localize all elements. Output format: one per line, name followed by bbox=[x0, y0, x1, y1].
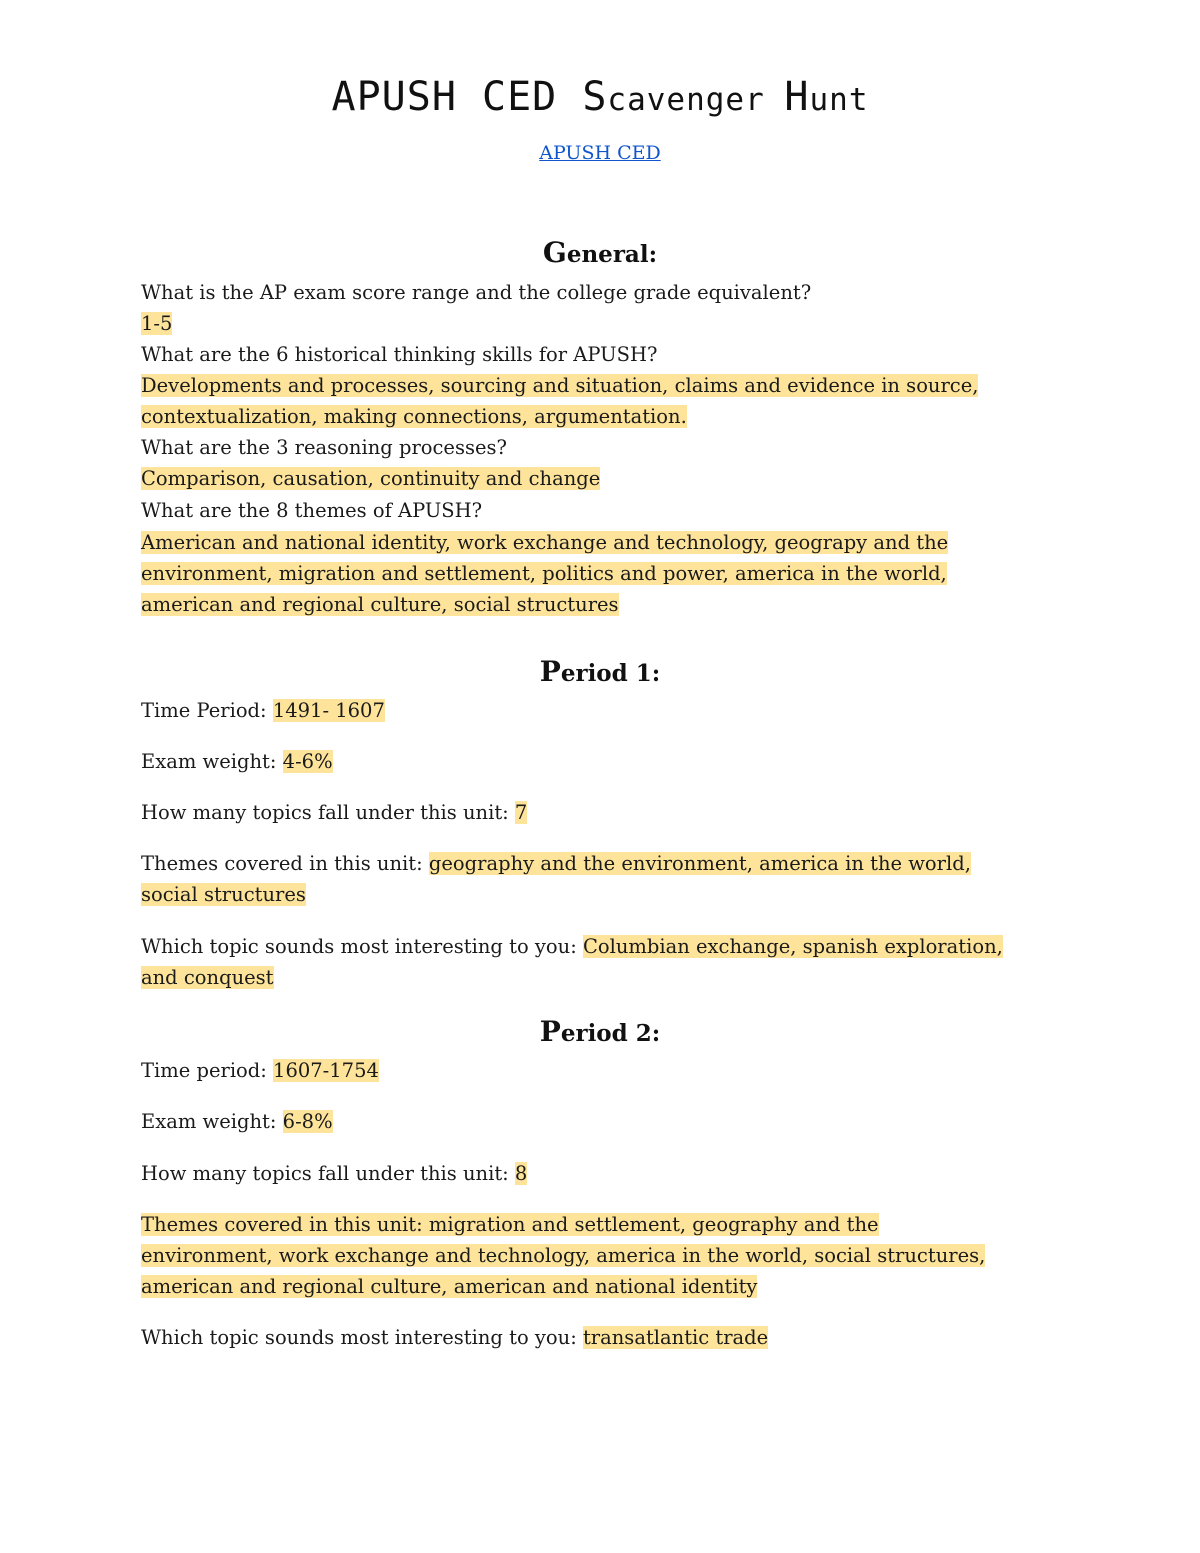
period-2-themes-line-3 bbox=[141, 1271, 1081, 1302]
answer-highlight: social structures bbox=[141, 883, 306, 906]
heading-cap: P bbox=[539, 1015, 561, 1048]
answer-highlight: american and regional culture, social structures bbox=[141, 593, 619, 616]
apush-ced-link[interactable]: APUSH CED bbox=[539, 142, 661, 164]
answer-highlight: 6-8% bbox=[282, 1110, 333, 1133]
period-1-weight bbox=[141, 746, 1081, 777]
period-1-themes-line-2 bbox=[141, 879, 1081, 910]
answer-highlight: environment, work exchange and technology, america in the world, social structures, bbox=[141, 1244, 986, 1267]
period-1-heading bbox=[0, 655, 1200, 688]
answer-highlight: 7 bbox=[514, 801, 528, 824]
answer-highlight: American and national identity, work exchange and technology, geograpy and the bbox=[141, 531, 949, 554]
period-2-topics bbox=[141, 1158, 1081, 1189]
title-part: cavenger bbox=[607, 82, 785, 118]
answer-highlight: Themes covered in this unit: migration and settlement, geography and the bbox=[141, 1213, 879, 1236]
document-title bbox=[0, 74, 1200, 120]
period-2-weight bbox=[141, 1106, 1081, 1137]
heading-rest: eneral: bbox=[566, 241, 658, 268]
general-question-3: What are the 3 reasoning processes? bbox=[141, 436, 507, 459]
answer-highlight: american and regional culture, american and national identity bbox=[141, 1275, 758, 1298]
field-label: Which topic sounds most interesting to you: bbox=[141, 935, 583, 958]
heading-rest: eriod 1: bbox=[560, 660, 661, 687]
general-answer-2-line-2 bbox=[141, 401, 1081, 432]
title-part: H bbox=[784, 74, 810, 120]
answer-highlight: geography and the environment, america in the world, bbox=[428, 852, 971, 875]
title-part: unt bbox=[809, 82, 869, 118]
answer-highlight: 1607-1754 bbox=[273, 1059, 379, 1082]
field-label: Time Period: bbox=[141, 699, 273, 722]
general-answer-1 bbox=[141, 308, 1081, 339]
period-2-time bbox=[141, 1055, 1081, 1086]
answer-highlight: environment, migration and settlement, politics and power, america in the world, bbox=[141, 562, 947, 585]
field-label: Time period: bbox=[141, 1059, 274, 1082]
general-answer-4-line-1 bbox=[141, 527, 1081, 558]
answer-highlight: Columbian exchange, spanish exploration, bbox=[582, 935, 1003, 958]
heading-cap: P bbox=[539, 655, 561, 688]
title-part: S bbox=[582, 74, 608, 120]
field-label: How many topics fall under this unit: bbox=[141, 1162, 515, 1185]
period-2-heading bbox=[0, 1015, 1200, 1048]
answer-highlight: contextualization, making connections, argumentation. bbox=[141, 405, 687, 428]
answer-highlight: 1-5 bbox=[141, 312, 173, 335]
period-2-interest bbox=[141, 1322, 1081, 1353]
field-label: Which topic sounds most interesting to you: bbox=[141, 1326, 583, 1349]
period-1-topics bbox=[141, 797, 1081, 828]
answer-highlight: Comparison, causation, continuity and change bbox=[141, 467, 601, 490]
period-1-time bbox=[141, 695, 1081, 726]
answer-highlight: and conquest bbox=[141, 966, 274, 989]
general-answer-3 bbox=[141, 463, 1081, 494]
title-part: APUSH CED bbox=[331, 74, 583, 120]
field-label: Themes covered in this unit: bbox=[141, 852, 429, 875]
general-question-2: What are the 6 historical thinking skills for APUSH? bbox=[141, 343, 658, 366]
period-2-themes-line-2 bbox=[141, 1240, 1081, 1271]
answer-highlight: Developments and processes, sourcing and situation, claims and evidence in source, bbox=[141, 374, 979, 397]
period-1-interest-line-1 bbox=[141, 931, 1081, 962]
general-answer-2-line-1 bbox=[141, 370, 1081, 401]
general-answer-4-line-3 bbox=[141, 589, 1081, 620]
answer-highlight: transatlantic trade bbox=[582, 1326, 769, 1349]
heading-rest: eriod 2: bbox=[560, 1020, 661, 1047]
general-question-1: What is the AP exam score range and the college grade equivalent? bbox=[141, 281, 812, 304]
field-label: Exam weight: bbox=[141, 1110, 283, 1133]
general-question-4: What are the 8 themes of APUSH? bbox=[141, 499, 483, 522]
period-1-interest-line-2 bbox=[141, 962, 1081, 993]
field-label: Exam weight: bbox=[141, 750, 283, 773]
answer-highlight: 4-6% bbox=[282, 750, 333, 773]
field-label: How many topics fall under this unit: bbox=[141, 801, 515, 824]
general-heading bbox=[0, 236, 1200, 269]
answer-highlight: 1491- 1607 bbox=[272, 699, 385, 722]
heading-cap: G bbox=[542, 236, 567, 269]
answer-highlight: 8 bbox=[514, 1162, 528, 1185]
period-2-themes-line-1 bbox=[141, 1209, 1081, 1240]
period-1-themes-line-1 bbox=[141, 848, 1081, 879]
general-answer-4-line-2 bbox=[141, 558, 1081, 589]
